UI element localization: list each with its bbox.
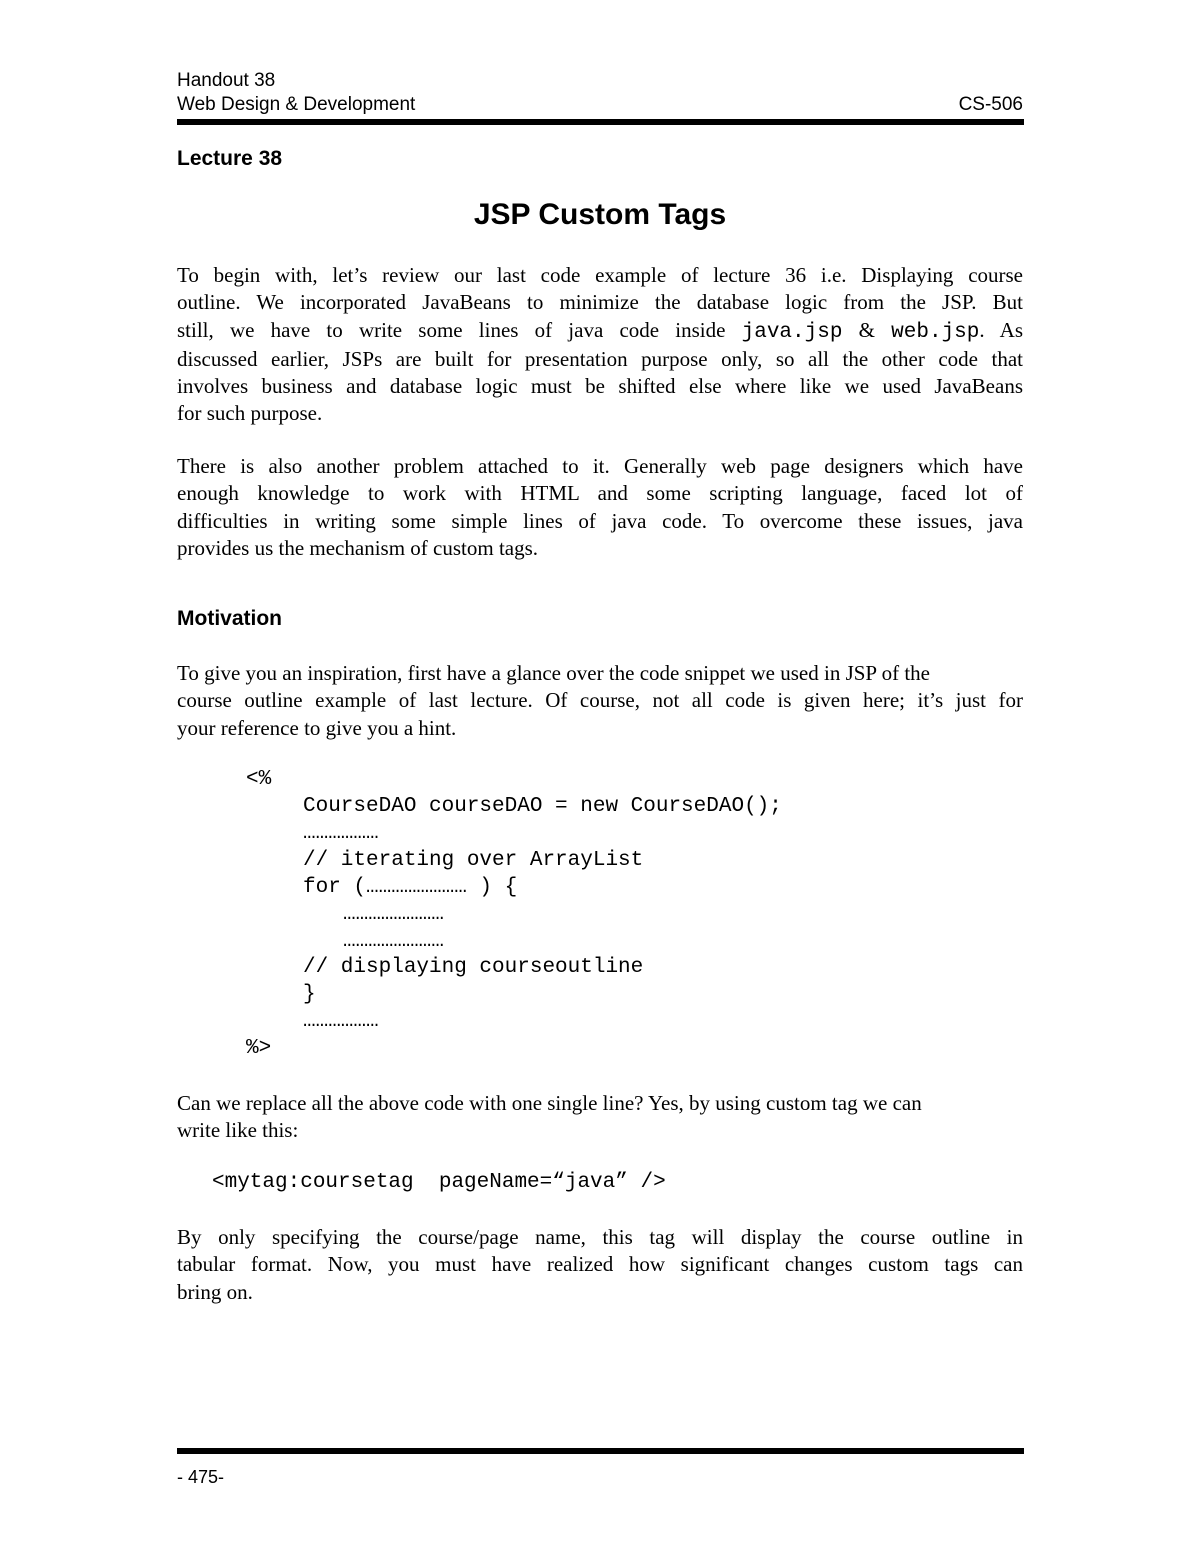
paragraph-conclusion xyxy=(177,1224,1023,1306)
page-number: - 475- xyxy=(177,1467,225,1487)
code-comment: // iterating over ArrayList xyxy=(303,849,644,872)
code-ellipsis: …………………… xyxy=(343,930,444,953)
paragraph-line: discussed earlier, JSPs are built for presentation purpose only, so all the other code that xyxy=(177,346,1023,371)
page-title: JSP Custom Tags xyxy=(473,198,727,231)
paragraph-line: involves business and database logic must be shifted else where like we used JavaBeans xyxy=(177,374,1023,399)
code-close-tag: %> xyxy=(246,1037,272,1060)
paragraph-text: . As xyxy=(979,317,1023,342)
paragraph-line xyxy=(177,317,1023,346)
code-close-brace: } xyxy=(303,983,316,1006)
code-comment: // displaying courseoutline xyxy=(303,956,644,979)
custom-tag-example: <mytag:coursetag pageName=“java” /> xyxy=(212,1171,666,1194)
code-line: CourseDAO courseDAO = new CourseDAO(); xyxy=(303,795,782,818)
inline-code-web-jsp: web.jsp xyxy=(891,320,980,344)
paragraph-line: To begin with, let’s review our last code example of lecture 36 i.e. Displaying course xyxy=(177,263,1023,287)
section-heading-motivation: Motivation xyxy=(177,607,282,630)
code-ellipsis: ……………… xyxy=(303,822,379,845)
header-handout: Handout 38 xyxy=(177,70,276,91)
paragraph-text: & xyxy=(842,317,892,342)
paragraph-line: outline. We incorporated JavaBeans to minimize the database logic from the JSP. But xyxy=(177,290,1023,315)
paragraph-line: for such purpose. xyxy=(177,401,323,426)
paragraph-line: Can we replace all the above code with one single line? Yes, by using custom tag we can xyxy=(177,1091,922,1115)
footer-rule xyxy=(177,1448,1024,1454)
paragraph-line: By only specifying the course/page name, this tag will display the course outline in xyxy=(177,1225,1023,1249)
code-for-line: for (…………………… ) { xyxy=(303,876,518,899)
paragraph-problem xyxy=(177,453,1023,562)
header-course: Web Design & Development xyxy=(177,94,416,115)
paragraph-line: difficulties in writing some simple lines of java code. To overcome these issues, java xyxy=(177,508,1023,533)
header-course-row xyxy=(177,94,1023,116)
lecture-label: Lecture 38 xyxy=(177,147,283,170)
paragraph-line: your reference to give you a hint. xyxy=(177,715,457,740)
paragraph-line: To give you an inspiration, first have a glance over the code snippet we used in JSP of the xyxy=(177,661,930,685)
paragraph-text: still, we have to write some lines of java code inside xyxy=(177,317,742,342)
code-ellipsis: …………………… xyxy=(343,903,444,926)
code-open-tag: <% xyxy=(246,768,272,791)
paragraph-line: write like this: xyxy=(177,1118,299,1143)
paragraph-line: course outline example of last lecture. Of course, not all code is given here; it’s just for xyxy=(177,688,1023,713)
paragraph-replace xyxy=(177,1090,1023,1145)
code-ellipsis: ……………… xyxy=(303,1010,379,1033)
inline-code-java-jsp: java.jsp xyxy=(741,320,843,344)
paragraph-line: provides us the mechanism of custom tags. xyxy=(177,535,539,560)
paragraph-line: bring on. xyxy=(177,1279,253,1304)
paragraph-line: tabular format. Now, you must have realized how significant changes custom tags can xyxy=(177,1252,1023,1277)
paragraph-intro xyxy=(177,262,1023,428)
paragraph-line: enough knowledge to work with HTML and some scripting language, faced lot of xyxy=(177,481,1023,506)
header-course-code: CS-506 xyxy=(958,94,1023,115)
header-rule xyxy=(177,119,1024,125)
paragraph-inspiration xyxy=(177,660,1023,742)
paragraph-line: There is also another problem attached to it. Generally web page designers which have xyxy=(177,454,1023,478)
